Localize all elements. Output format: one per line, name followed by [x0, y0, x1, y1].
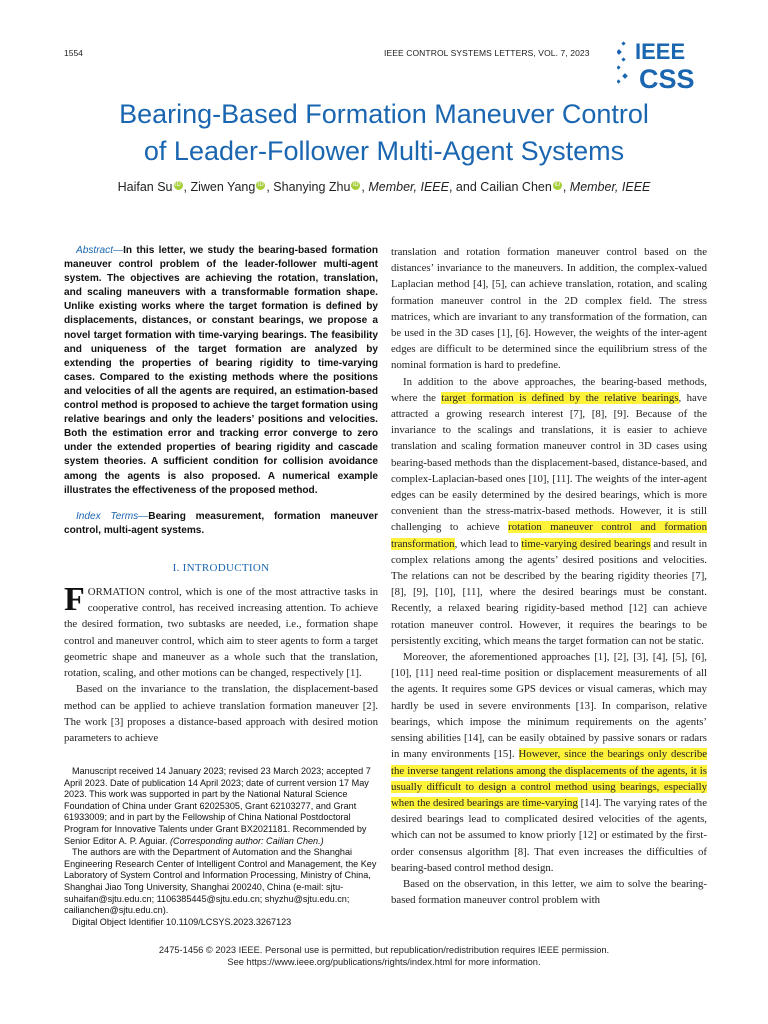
right-column	[391, 244, 707, 908]
highlight: rotation maneuver control and formation transformation	[391, 521, 707, 550]
section-heading: I. INTRODUCTION	[172, 561, 270, 574]
text-run: and result in complex relations among the agents’ desired positions and velocities. The relations can not be described by the bearing rigidity theories [7], [8], [9], [10], [11], where the desired bearings must be constant. Recently, a relaxed bearing rigidity-based method [12] can achieve rotation maneuver control. However, it requires the bearings to be persistently exciting, which means the target formation can not be static.	[391, 537, 708, 647]
intro-paragraph-1	[64, 581, 378, 681]
author-3: Shanying Zhu	[273, 180, 351, 194]
index-terms	[64, 510, 378, 538]
copyright-line-2: See https://www.ieee.org/publications/rights/index.html for more information.	[227, 957, 541, 967]
orcid-icon[interactable]: iD	[257, 181, 264, 188]
body-paragraph-1: translation and rotation formation maneuver control based on the distances’ invariance to the maneuvers. In addition, the complex-valued Laplacian method [4], [5], can achieve translation, rotation, and scaling formation maneuver control in the 2D complex field. The stress matrices, which are invariant to any transformation of the formation, can be used in the 3D cases [1], [6]. However, the weights of the inter-agent edges are difficult to be determined since the equilibrium stress of the nominal formation is hard to predefine.	[391, 246, 707, 372]
corresponding-author: (Corresponding author: Cailian Chen.)	[170, 835, 324, 846]
svg-text:IEEE: IEEE	[635, 39, 686, 64]
author-1: Haifan Su	[117, 180, 173, 194]
footnote	[64, 766, 378, 928]
highlight: However, since the bearings only describe the inverse tangent relations among the displacements of the agents, it is usually difficult to design a control method using bearings, especially when the desired bearings are time-varying	[391, 748, 708, 809]
footnote-doi: Digital Object Identifier 10.1109/LCSYS.2023.3267123	[72, 916, 292, 927]
author-2: Ziwen Yang	[190, 180, 256, 194]
index-terms-text: Bearing measurement, formation maneuver control, multi-agent systems.	[64, 510, 378, 536]
left-column	[64, 244, 378, 746]
title-line-1: Bearing-Based Formation Maneuver Control	[119, 99, 649, 129]
text-run: , which lead to	[454, 537, 522, 550]
highlight: time-varying desired bearings	[521, 537, 651, 550]
text-run: [14]. The varying rates of the desired bearings lead to complicated desired velocities of the agents, which can not be assumed to know priorly [12] or estimated by the first-order consensus algorithm [8]. That even increases the difficulties of bearing-based control method design.	[391, 796, 707, 874]
author-list: Haifan Su iD , Ziwen Yang iD , Shanying Zhu iD , Member, IEEE, and Cailian Chen iD , Member, IEEE	[117, 180, 651, 194]
svg-text:CSS: CSS	[639, 64, 695, 92]
orcid-icon[interactable]: iD	[175, 181, 181, 188]
author-and: , and	[448, 180, 481, 194]
orcid-icon[interactable]: iD	[554, 181, 561, 188]
copyright-line-1: 2475-1456 © 2023 IEEE. Personal use is permitted, but republication/redistribution requires IEEE permission.	[158, 945, 610, 955]
body-paragraph-2	[391, 374, 707, 649]
highlight: target formation is defined by the relative bearings	[441, 391, 679, 404]
abstract-label: Abstract—	[76, 245, 124, 256]
footnote-manuscript-text: Manuscript received 14 January 2023; revised 23 March 2023; accepted 7 April 2023. Date of publication 14 April 2023; date of current version 17 May 2023. This work was supported in part by the National Natural Science Foundation of China under Grant 62025305, Grant 62103277, and Grant 61933009; and in part by the Fellowship of China National Postdoctoral Program for Innovative Talents under Grant BX2021181. Recommended by Senior Editor A. P. Aguiar.	[64, 766, 371, 846]
body-paragraph-3	[391, 649, 707, 876]
abstract	[64, 244, 378, 498]
intro-p1-text: ORMATION control, which is one of the most attractive tasks in cooperative control, has received increasing attention. To achieve the desired formation, two subtasks are needed, i.e., formation shape control and maneuver control, which aim to steer agents to form a target geometric shape and maneuver as a whole such that the translation, rotation, scaling, and other motions can be changed, respectively [1].	[64, 586, 378, 680]
page-number: 1554	[64, 48, 83, 58]
body-paragraph-4: Based on the observation, in this letter, we aim to solve the bearing-based formation maneuver control problem with	[391, 877, 707, 907]
member-title: Member, IEEE	[569, 180, 651, 194]
text-run: , have attracted a growing research interest [7], [8], [9]. Because of the invariance to the scalings and translations, it is easier to achieve translation and scaling formation maneuver control in 3D cases using bearing-based methods than the displacement-based, distance-based, and complex-Laplacian-based ones [10], [11]. The weights of the inter-agent edges can be easily determined by the desired bearings, which is more convenient than the stress-matrix-based methods. However, it is still challenging to achieve	[391, 391, 707, 534]
paper-title	[60, 96, 708, 170]
intro-paragraph-2: Based on the invariance to the translation, the displacement-based method can be applied to achieve translation formation maneuver [2]. The work [3] proposes a distance-based approach with desired motion parameters to achieve	[64, 683, 378, 744]
copyright-notice	[64, 944, 704, 968]
title-line-2: of Leader-Follower Multi-Agent Systems	[143, 136, 625, 166]
ieee-css-logo	[617, 36, 705, 92]
text-run: Moreover, the aforementioned approaches [1], [2], [3], [4], [5], [6], [10], [11] need real-time position or displacement measurements of all the agents. It requires some GPS devices or visual cameras, which may hardly be used in severe environments [13]. In comparison, relative bearings, which impose the minimum requirements on the agents’ sensing abilities [14], can be easily obtained by passive sonars or radars in many environments [15].	[391, 651, 707, 761]
index-terms-label: Index Terms—	[76, 510, 149, 522]
orcid-icon[interactable]: iD	[353, 181, 359, 188]
member-title: Member, IEEE	[368, 180, 449, 194]
footnote-manuscript	[64, 766, 378, 847]
drop-cap: F	[64, 581, 85, 619]
text-run: In addition to the above approaches, the bearing-based methods, where the	[391, 375, 707, 404]
author-4: Cailian Chen	[480, 180, 552, 194]
journal-header: IEEE CONTROL SYSTEMS LETTERS, VOL. 7, 2023	[384, 48, 590, 58]
abstract-text: In this letter, we study the bearing-based formation maneuver control problem of the leader-follower multi-agent system. The objectives are achieving the rotation, translation, and scaling maneuvers with a transformable formation shape. Unlike existing works where the target formation is defined by displacements, distances, or constant bearings, we propose a novel target formation with time-varying bearings. The feasibility and uniqueness of the target formation are analyzed by extending the properties of bearing rigidity to time-varying cases. Compared to the existing methods where the positions and velocities of all the agents are required, an estimation-based control method is proposed to achieve the target formation using relative bearings and only the leaders’ positions and velocities. Both the estimation error and tracking error converge to zero under the extended properties of bearing rigidity and cascade system theories. A sufficient condition for collision avoidance among the agents is also proposed. A numerical example illustrates the effectiveness of the proposed method.	[64, 245, 378, 496]
footnote-affiliation: The authors are with the Department of Automation and the Shanghai Engineering Research Center of Intelligent Control and Management, the Key Laboratory of System Control and Information Processing, Ministry of China, Shanghai Jiao Tong University, Shanghai 200240, China (e-mail: sjtu-suhaifan@sjtu.edu.cn; 1106385445@sjtu.edu.cn; shyzhu@sjtu.edu.cn; cailianchen@sjtu.edu.cn).	[64, 847, 377, 916]
